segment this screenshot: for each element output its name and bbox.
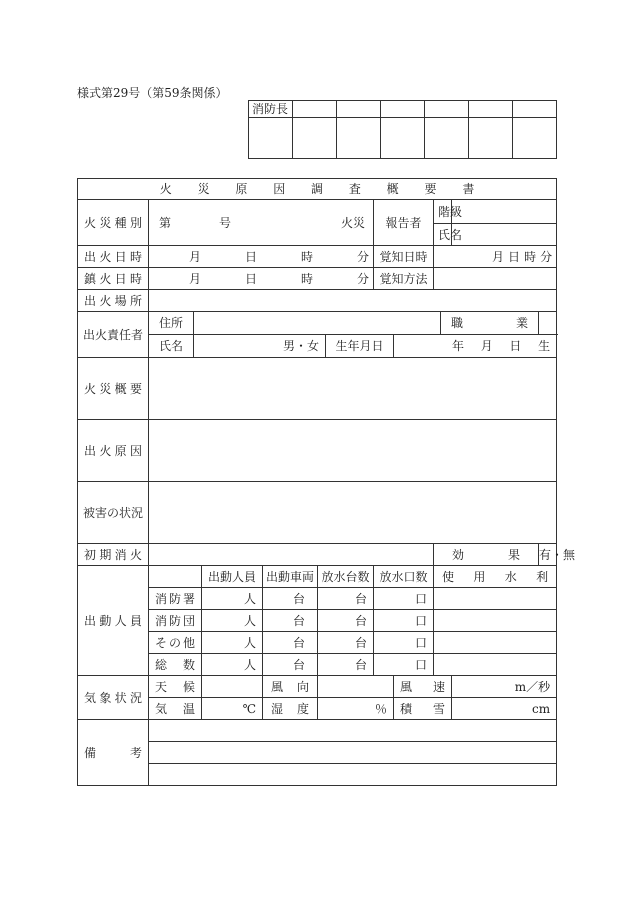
mobilization-outlets-field[interactable]: 口	[374, 610, 434, 632]
reporter-name-field[interactable]	[452, 224, 557, 246]
mobilization-units-field[interactable]: 台	[318, 610, 374, 632]
detection-method-field[interactable]	[434, 268, 557, 290]
fire-type-label: 火災種別	[78, 200, 149, 246]
stamp-header-cell	[469, 101, 513, 118]
mobilization-header-people: 出動人員	[202, 566, 263, 588]
cause-label: 出火原因	[78, 420, 149, 482]
weather-condition-label: 天候	[149, 676, 202, 698]
remarks-line[interactable]	[149, 742, 557, 764]
stamp-header-cell	[381, 101, 425, 118]
page-title: 火 災 原 因 調 査 概 要 書	[159, 182, 486, 196]
mobilization-row-name: その他	[149, 632, 202, 654]
mobilization-water-field[interactable]	[434, 632, 557, 654]
extinguish-hour: 時	[300, 271, 313, 286]
wind-speed-field[interactable]: m／秒	[452, 676, 557, 698]
birth-born: 生	[538, 339, 551, 353]
initial-effect-value[interactable]: 有・無	[539, 544, 557, 566]
stamp-box[interactable]	[293, 118, 337, 159]
fire-type-field[interactable]	[149, 200, 374, 246]
remarks-line[interactable]	[149, 764, 557, 786]
approval-stamp-table	[248, 100, 557, 159]
table-row	[78, 610, 557, 632]
mobilization-water-field[interactable]	[434, 610, 557, 632]
birth-day: 日	[509, 339, 522, 353]
weather-label: 気象状況	[78, 676, 149, 720]
extinguish-datetime-label: 鎮火日時	[78, 268, 149, 290]
initial-effect-label: 効果	[434, 544, 539, 566]
fire-type-kasai: 火災	[340, 215, 365, 230]
table-row	[78, 654, 557, 676]
mobilization-units-field[interactable]: 台	[318, 588, 374, 610]
mobilization-header-water: 使用水利	[434, 566, 557, 588]
humidity-field[interactable]: ％	[318, 698, 394, 720]
reporter-rank-label: 階級	[434, 200, 452, 224]
mobilization-label: 出動人員	[78, 566, 149, 676]
wind-speed-label: 風速	[394, 676, 452, 698]
responsible-occupation-field[interactable]	[539, 312, 557, 335]
extinguish-month: 月	[189, 271, 202, 286]
wind-direction-field[interactable]	[318, 676, 394, 698]
mobilization-people-field[interactable]: 人	[202, 654, 263, 676]
responsible-name-label: 氏名	[149, 335, 194, 358]
responsible-birth-field[interactable]	[394, 335, 557, 358]
reporter-name-label: 氏名	[434, 224, 452, 246]
extinguish-day: 日	[244, 271, 257, 286]
mobilization-water-field[interactable]	[434, 588, 557, 610]
mobilization-water-field[interactable]	[434, 654, 557, 676]
overview-field[interactable]	[149, 358, 557, 420]
mobilization-row-name: 消防署	[149, 588, 202, 610]
mobilization-people-field[interactable]: 人	[202, 632, 263, 654]
outbreak-month: 月	[189, 249, 202, 264]
stamp-box[interactable]	[513, 118, 557, 159]
stamp-chief-label: 消防長	[249, 101, 293, 118]
mobilization-row-name: 消防団	[149, 610, 202, 632]
outbreak-datetime-field[interactable]	[149, 246, 374, 268]
initial-label: 初期消火	[78, 544, 149, 566]
fire-cause-report-table	[77, 178, 576, 786]
mobilization-outlets-field[interactable]: 口	[374, 632, 434, 654]
extinguish-datetime-field[interactable]	[149, 268, 374, 290]
mobilization-vehicles-field[interactable]: 台	[263, 654, 318, 676]
outbreak-minute: 分	[356, 249, 369, 264]
fire-type-gou: 号	[219, 215, 232, 230]
outbreak-hour: 時	[300, 249, 313, 264]
detection-minute: 分	[540, 249, 553, 264]
outbreak-datetime-label: 出火日時	[78, 246, 149, 268]
stamp-header-cell	[513, 101, 557, 118]
damage-field[interactable]	[149, 482, 557, 544]
mobilization-header-outlets: 放水口数	[374, 566, 434, 588]
mobilization-people-field[interactable]: 人	[202, 588, 263, 610]
humidity-label: 湿度	[263, 698, 318, 720]
fire-type-dai: 第	[159, 215, 172, 230]
responsible-address-label: 住所	[149, 312, 194, 335]
temperature-field[interactable]: ℃	[202, 698, 263, 720]
remarks-line[interactable]	[149, 720, 557, 742]
form-number: 様式第29号（第59条関係）	[77, 86, 228, 100]
temperature-label: 気温	[149, 698, 202, 720]
mobilization-units-field[interactable]: 台	[318, 632, 374, 654]
stamp-box[interactable]	[381, 118, 425, 159]
extinguish-minute: 分	[356, 271, 369, 286]
responsible-occupation-label: 職業	[441, 312, 539, 335]
location-label: 出火場所	[78, 290, 149, 312]
detection-datetime-label: 覚知日時	[374, 246, 434, 268]
cause-field[interactable]	[149, 420, 557, 482]
table-row	[78, 588, 557, 610]
mobilization-header-units: 放水台数	[318, 566, 374, 588]
detection-method-label: 覚知方法	[374, 268, 434, 290]
form-title-cell	[78, 179, 557, 200]
detection-day: 日	[508, 249, 521, 264]
outbreak-day: 日	[244, 249, 257, 264]
wind-direction-label: 風向	[263, 676, 318, 698]
responsible-birth-label: 生年月日	[326, 335, 394, 358]
damage-label: 被害の状況	[78, 482, 149, 544]
remarks-label: 備考	[78, 720, 149, 786]
detection-hour: 時	[524, 249, 537, 264]
detection-month: 月	[492, 249, 505, 264]
stamp-box[interactable]	[425, 118, 469, 159]
mobilization-people-field[interactable]: 人	[202, 610, 263, 632]
mobilization-row-name: 総数	[149, 654, 202, 676]
initial-field[interactable]	[149, 544, 434, 566]
stamp-header-cell	[337, 101, 381, 118]
snow-field[interactable]: cm	[452, 698, 557, 720]
birth-month: 月	[480, 339, 493, 353]
responsible-address-field[interactable]	[194, 312, 441, 335]
mobilization-header-blank	[149, 566, 202, 588]
stamp-box[interactable]	[337, 118, 381, 159]
overview-label: 火災概要	[78, 358, 149, 420]
mobilization-vehicles-field[interactable]: 台	[263, 588, 318, 610]
table-row	[78, 632, 557, 654]
reporter-rank-field[interactable]	[452, 200, 557, 224]
mobilization-outlets-field[interactable]: 口	[374, 654, 434, 676]
mobilization-units-field[interactable]: 台	[318, 654, 374, 676]
stamp-box[interactable]	[469, 118, 513, 159]
birth-year: 年	[452, 339, 465, 353]
mobilization-vehicles-field[interactable]: 台	[263, 632, 318, 654]
weather-condition-field[interactable]	[202, 676, 263, 698]
responsible-label: 出火責任者	[78, 312, 149, 358]
responsible-sex[interactable]: 男・女	[194, 335, 326, 358]
mobilization-vehicles-field[interactable]: 台	[263, 610, 318, 632]
stamp-header-cell	[293, 101, 337, 118]
reporter-label: 報告者	[374, 200, 434, 246]
location-field[interactable]	[149, 290, 557, 312]
stamp-box[interactable]	[249, 118, 293, 159]
mobilization-header-vehicles: 出動車両	[263, 566, 318, 588]
snow-label: 積雪	[394, 698, 452, 720]
detection-datetime-field[interactable]	[434, 246, 557, 268]
mobilization-outlets-field[interactable]: 口	[374, 588, 434, 610]
stamp-header-cell	[425, 101, 469, 118]
